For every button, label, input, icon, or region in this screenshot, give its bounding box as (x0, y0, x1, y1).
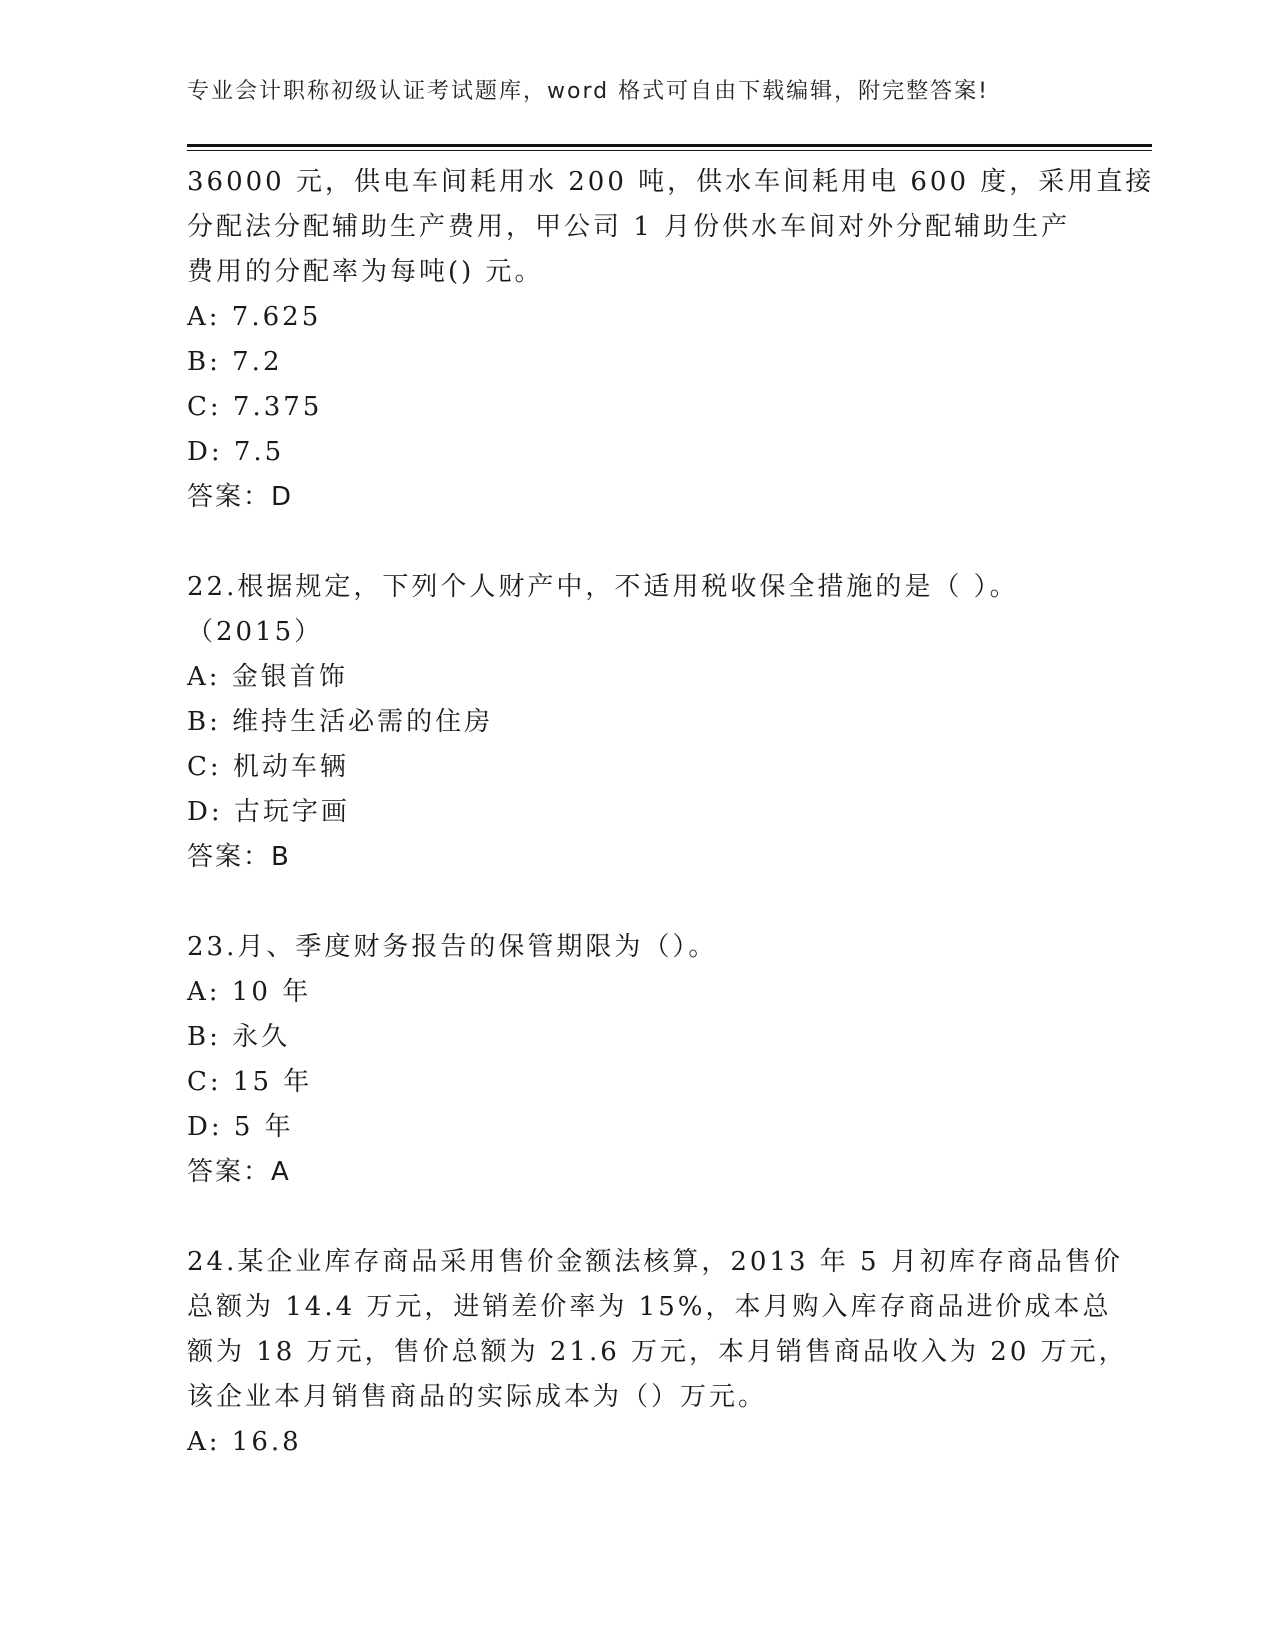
question-23 (187, 925, 1087, 1195)
option-d: D: 5 年 (187, 1112, 294, 1142)
answer: 答案：B (187, 842, 291, 872)
question-stem-line: 22.根据规定，下列个人财产中，不适用税收保全措施的是（ ）。 (187, 572, 1019, 602)
question-stem-line: 额为 18 万元，售价总额为 21.6 万元，本月销售商品收入为 20 万元， (187, 1337, 1128, 1367)
option-b: B: 永久 (187, 1022, 291, 1052)
answer: 答案：D (187, 482, 294, 512)
option-b: B: 维持生活必需的住房 (187, 707, 494, 737)
question-stem-line: 总额为 14.4 万元，进销差价率为 15%，本月购入库存商品进价成本总 (187, 1292, 1112, 1322)
question-stem-line: 36000 元，供电车间耗用水 200 吨，供水车间耗用电 600 度，采用直接 (187, 167, 1155, 197)
option-d: D: 7.5 (187, 437, 285, 467)
option-d: D: 古玩字画 (187, 797, 350, 827)
option-b: B: 7.2 (187, 347, 283, 377)
option-c: C: 15 年 (187, 1067, 313, 1097)
page-header: 专业会计职称初级认证考试题库，word 格式可自由下载编辑，附完整答案! (187, 79, 989, 104)
spacer (187, 520, 1087, 565)
question-stem-line: 24.某企业库存商品采用售价金额法核算，2013 年 5 月初库存商品售价 (187, 1247, 1123, 1277)
option-a: A: 10 年 (187, 977, 312, 1007)
option-a: A: 16.8 (187, 1427, 302, 1457)
spacer (187, 880, 1087, 925)
question-stem-line: 23.月、季度财务报告的保管期限为（）。 (187, 932, 718, 962)
question-stem-line: 费用的分配率为每吨() 元。 (187, 257, 544, 287)
question-stem-line: 该企业本月销售商品的实际成本为（）万元。 (187, 1382, 768, 1412)
question-21 (187, 160, 1155, 520)
question-content (187, 160, 1155, 1465)
option-a: A: 7.625 (187, 302, 322, 332)
option-c: C: 7.375 (187, 392, 323, 422)
option-a: A: 金银首饰 (187, 662, 348, 692)
question-stem-line: 分配法分配辅助生产费用，甲公司 1 月份供水车间对外分配辅助生产 (187, 212, 1071, 242)
question-22 (187, 565, 1087, 880)
answer: 答案：A (187, 1157, 291, 1187)
spacer (187, 1195, 1087, 1240)
question-24 (187, 1240, 1128, 1465)
option-c: C: 机动车辆 (187, 752, 349, 782)
question-stem-line: （2015） (187, 617, 324, 647)
header-rule-thick (187, 144, 1152, 147)
header-rule-thin (187, 150, 1152, 151)
